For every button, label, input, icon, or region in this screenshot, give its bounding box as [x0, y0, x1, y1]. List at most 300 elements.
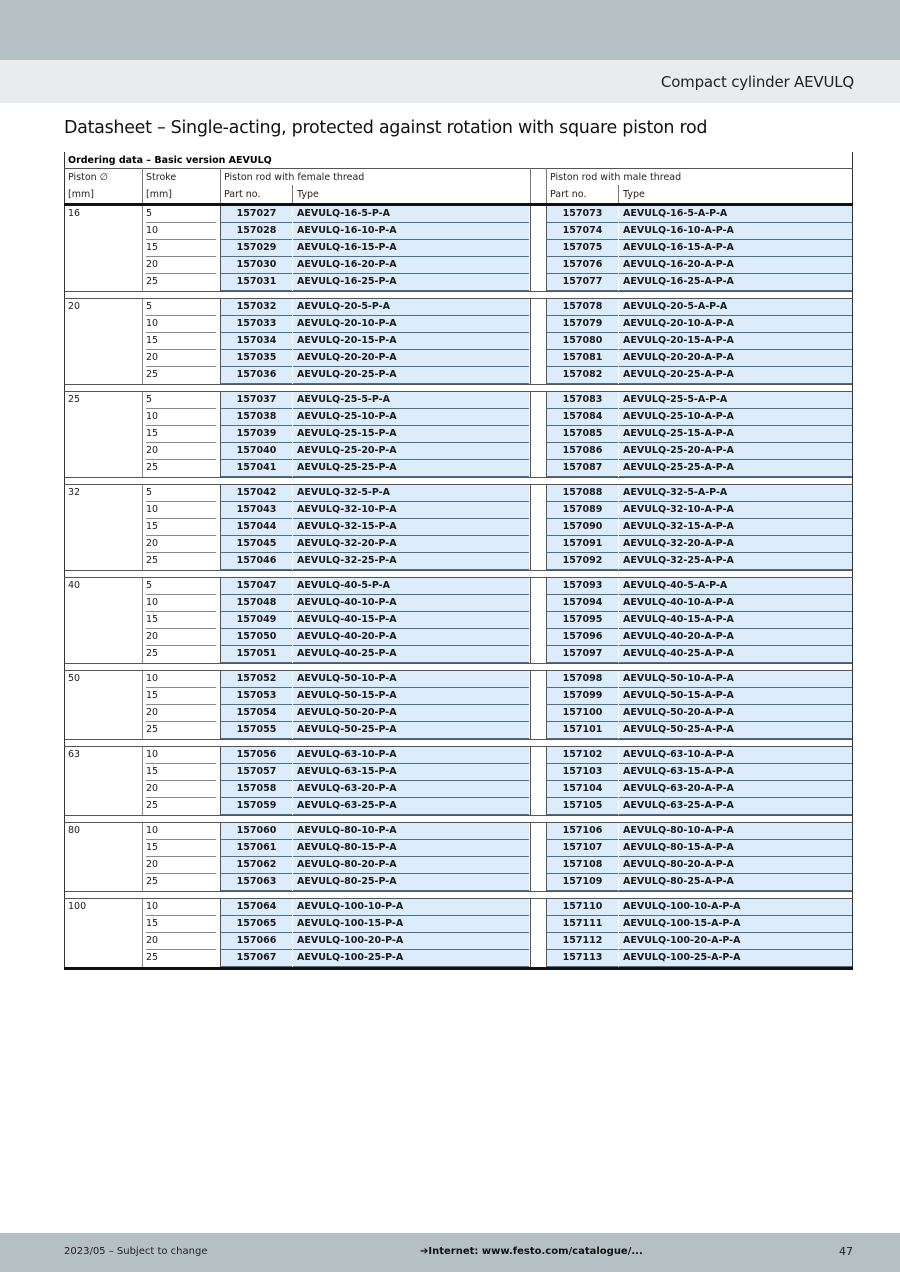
female-type-code: AEVULQ-25-5-P-A — [293, 392, 529, 409]
column-rule — [530, 206, 531, 291]
female-part-number: 157050 — [221, 629, 292, 646]
female-type-code: AEVULQ-16-5-P-A — [293, 206, 529, 223]
table-row — [64, 612, 853, 629]
female-type-code: AEVULQ-40-25-P-A — [293, 646, 529, 663]
male-part-number: 157112 — [547, 933, 618, 950]
female-part-number: 157048 — [221, 595, 292, 612]
stroke-value: 25 — [146, 555, 159, 566]
table-row — [64, 485, 853, 502]
male-type-code: AEVULQ-50-25-A-P-A — [619, 722, 853, 739]
column-rule — [64, 899, 65, 967]
table-row — [64, 629, 853, 646]
stroke-value: 10 — [146, 899, 216, 916]
column-rule — [546, 823, 547, 891]
female-part-number: 157062 — [221, 857, 292, 874]
male-part-number: 157075 — [547, 240, 618, 257]
piston-group — [64, 392, 853, 477]
male-type-code: AEVULQ-16-10-A-P-A — [619, 223, 853, 240]
male-part-number: 157081 — [547, 350, 618, 367]
male-type-code: AEVULQ-25-10-A-P-A — [619, 409, 853, 426]
column-rule — [546, 671, 547, 739]
group-separator — [64, 570, 853, 571]
group-separator — [64, 291, 853, 292]
male-part-number: 157083 — [547, 392, 618, 409]
stroke-value: 15 — [146, 612, 216, 629]
male-type-code: AEVULQ-80-15-A-P-A — [619, 840, 853, 857]
male-type-code: AEVULQ-25-5-A-P-A — [619, 392, 853, 409]
male-part-number: 157105 — [547, 798, 618, 815]
male-part-number: 157077 — [547, 274, 618, 291]
stroke-value: 25 — [146, 276, 159, 287]
female-type-code: AEVULQ-80-20-P-A — [293, 857, 529, 874]
female-part-number: 157040 — [221, 443, 292, 460]
female-part-number: 157027 — [221, 206, 292, 223]
female-type-code: AEVULQ-100-20-P-A — [293, 933, 529, 950]
female-type-code: AEVULQ-63-25-P-A — [293, 798, 529, 815]
table-row — [64, 950, 853, 967]
female-type-code: AEVULQ-16-15-P-A — [293, 240, 529, 257]
stroke-value: 25 — [146, 800, 159, 811]
male-part-number: 157097 — [547, 646, 618, 663]
stroke-value: 15 — [146, 916, 216, 933]
male-part-number: 157093 — [547, 578, 618, 595]
female-part-number: 157060 — [221, 823, 292, 840]
female-type-code: AEVULQ-20-20-P-A — [293, 350, 529, 367]
male-type-code: AEVULQ-63-25-A-P-A — [619, 798, 853, 815]
piston-group — [64, 671, 853, 739]
col-stroke-header: Stroke — [146, 172, 177, 183]
stroke-value: 25 — [146, 876, 159, 887]
stroke-value: 15 — [146, 764, 216, 781]
female-type-code: AEVULQ-20-5-P-A — [293, 299, 529, 316]
male-part-number: 157099 — [547, 688, 618, 705]
female-part-number: 157034 — [221, 333, 292, 350]
female-type-code: AEVULQ-25-25-P-A — [293, 460, 529, 477]
column-rule — [64, 747, 65, 815]
male-type-code: AEVULQ-40-5-A-P-A — [619, 578, 853, 595]
table-row — [64, 646, 853, 663]
male-part-number: 157111 — [547, 916, 618, 933]
column-rule — [852, 578, 853, 663]
table-row — [64, 595, 853, 612]
stroke-value: 15 — [146, 840, 216, 857]
stroke-value: 20 — [146, 705, 216, 722]
column-rule — [852, 299, 853, 384]
col-stroke-unit: [mm] — [146, 189, 172, 200]
stroke-value: 10 — [146, 316, 216, 333]
female-part-number: 157059 — [221, 798, 292, 815]
stroke-value: 15 — [146, 426, 216, 443]
male-part-number: 157103 — [547, 764, 618, 781]
male-part-number: 157091 — [547, 536, 618, 553]
column-rule — [530, 299, 531, 384]
stroke-value: 10 — [146, 823, 216, 840]
stroke-value: 5 — [146, 206, 216, 223]
male-type-code: AEVULQ-25-20-A-P-A — [619, 443, 853, 460]
table-caption: Ordering data – Basic version AEVULQ — [68, 155, 272, 166]
female-type-code: AEVULQ-25-20-P-A — [293, 443, 529, 460]
female-type-code: AEVULQ-80-25-P-A — [293, 874, 529, 891]
female-type-code: AEVULQ-63-15-P-A — [293, 764, 529, 781]
male-type-code: AEVULQ-50-15-A-P-A — [619, 688, 853, 705]
header-divider — [64, 168, 853, 169]
header-col-divider — [142, 168, 143, 204]
table-row — [64, 578, 853, 595]
page-number: 47 — [839, 1245, 853, 1258]
male-type-code: AEVULQ-16-20-A-P-A — [619, 257, 853, 274]
column-rule — [220, 485, 221, 570]
column-rule — [64, 671, 65, 739]
column-rule — [64, 392, 65, 477]
group-separator — [64, 663, 853, 664]
stroke-value: 25 — [146, 369, 159, 380]
table-row — [64, 223, 853, 240]
female-type-code: AEVULQ-32-20-P-A — [293, 536, 529, 553]
female-type-code: AEVULQ-32-25-P-A — [293, 553, 529, 570]
table-row — [64, 823, 853, 840]
female-type-code: AEVULQ-16-20-P-A — [293, 257, 529, 274]
stroke-value: 5 — [146, 299, 216, 316]
stroke-value: 10 — [146, 671, 216, 688]
column-rule — [530, 578, 531, 663]
table-row — [64, 536, 853, 553]
group-separator — [64, 815, 853, 816]
female-type-code: AEVULQ-100-25-P-A — [293, 950, 529, 967]
column-rule — [220, 899, 221, 967]
table-row — [64, 519, 853, 536]
table-row — [64, 688, 853, 705]
male-type-code: AEVULQ-25-15-A-P-A — [619, 426, 853, 443]
column-rule — [64, 485, 65, 570]
header-title: Compact cylinder AEVULQ — [660, 73, 854, 91]
table-row — [64, 705, 853, 722]
column-rule — [546, 578, 547, 663]
piston-diameter: 40 — [68, 580, 81, 591]
male-type-code: AEVULQ-32-25-A-P-A — [619, 553, 853, 570]
male-part-number: 157101 — [547, 722, 618, 739]
female-type-code: AEVULQ-50-10-P-A — [293, 671, 529, 688]
table-row — [64, 206, 853, 223]
piston-diameter: 16 — [68, 208, 81, 219]
page-heading: Datasheet – Single-acting, protected against rotation with square piston rod — [64, 118, 708, 138]
table-row — [64, 874, 853, 891]
male-part-number: 157096 — [547, 629, 618, 646]
stroke-value: 20 — [146, 933, 216, 950]
column-rule — [852, 747, 853, 815]
female-type-code: AEVULQ-80-10-P-A — [293, 823, 529, 840]
column-rule — [142, 671, 143, 739]
column-rule — [142, 578, 143, 663]
piston-diameter: 50 — [68, 673, 81, 684]
female-type-code: AEVULQ-40-10-P-A — [293, 595, 529, 612]
piston-group — [64, 899, 853, 967]
male-part-number: 157095 — [547, 612, 618, 629]
female-part-number: 157054 — [221, 705, 292, 722]
col-piston-header: Piston ∅ — [68, 172, 108, 183]
column-rule — [142, 747, 143, 815]
female-type-code: AEVULQ-32-10-P-A — [293, 502, 529, 519]
column-rule — [530, 823, 531, 891]
table-row — [64, 240, 853, 257]
female-part-number: 157033 — [221, 316, 292, 333]
female-part-number: 157028 — [221, 223, 292, 240]
column-rule — [220, 747, 221, 815]
female-type-code: AEVULQ-100-15-P-A — [293, 916, 529, 933]
header-col-divider — [220, 168, 221, 204]
male-type-code: AEVULQ-16-25-A-P-A — [619, 274, 853, 291]
male-type-code: AEVULQ-40-15-A-P-A — [619, 612, 853, 629]
column-rule — [546, 899, 547, 967]
stroke-value: 20 — [146, 629, 216, 646]
column-rule — [546, 299, 547, 384]
table-row — [64, 333, 853, 350]
footer-date-note: 2023/05 – Subject to change — [64, 1246, 208, 1257]
female-part-number: 157063 — [221, 874, 292, 891]
male-type-code: AEVULQ-40-10-A-P-A — [619, 595, 853, 612]
male-type-code: AEVULQ-32-10-A-P-A — [619, 502, 853, 519]
male-type-code: AEVULQ-16-5-A-P-A — [619, 206, 853, 223]
female-part-number: 157057 — [221, 764, 292, 781]
female-thread-group-header: Piston rod with female thread — [224, 172, 365, 183]
column-rule — [142, 485, 143, 570]
col-male-partno-header: Part no. — [550, 189, 587, 200]
col-male-type-header: Type — [623, 189, 645, 200]
male-part-number: 157094 — [547, 595, 618, 612]
table-bottom-rule — [64, 967, 853, 970]
male-part-number: 157106 — [547, 823, 618, 840]
male-part-number: 157104 — [547, 781, 618, 798]
female-type-code: AEVULQ-16-25-P-A — [293, 274, 529, 291]
stroke-value: 10 — [146, 747, 216, 764]
piston-diameter: 20 — [68, 301, 81, 312]
stroke-value: 25 — [146, 724, 159, 735]
female-part-number: 157052 — [221, 671, 292, 688]
column-rule — [530, 899, 531, 967]
female-type-code: AEVULQ-63-10-P-A — [293, 747, 529, 764]
stroke-value: 25 — [146, 952, 159, 963]
female-part-number: 157056 — [221, 747, 292, 764]
female-part-number: 157051 — [221, 646, 292, 663]
group-separator — [64, 384, 853, 385]
male-part-number: 157076 — [547, 257, 618, 274]
table-row — [64, 553, 853, 570]
male-type-code: AEVULQ-32-20-A-P-A — [619, 536, 853, 553]
column-rule — [852, 392, 853, 477]
female-type-code: AEVULQ-32-5-P-A — [293, 485, 529, 502]
piston-diameter: 80 — [68, 825, 81, 836]
stroke-value: 5 — [146, 485, 216, 502]
female-part-number: 157043 — [221, 502, 292, 519]
piston-diameter: 100 — [68, 901, 87, 912]
table-row — [64, 367, 853, 384]
female-type-code: AEVULQ-50-25-P-A — [293, 722, 529, 739]
female-type-code: AEVULQ-25-15-P-A — [293, 426, 529, 443]
male-part-number: 157102 — [547, 747, 618, 764]
male-part-number: 157098 — [547, 671, 618, 688]
female-part-number: 157047 — [221, 578, 292, 595]
male-type-code: AEVULQ-63-10-A-P-A — [619, 747, 853, 764]
table-row — [64, 781, 853, 798]
column-rule — [220, 578, 221, 663]
table-row — [64, 502, 853, 519]
female-type-code: AEVULQ-40-5-P-A — [293, 578, 529, 595]
female-part-number: 157039 — [221, 426, 292, 443]
male-type-code: AEVULQ-20-25-A-P-A — [619, 367, 853, 384]
female-part-number: 157032 — [221, 299, 292, 316]
stroke-value: 10 — [146, 223, 216, 240]
female-type-code: AEVULQ-80-15-P-A — [293, 840, 529, 857]
table-row — [64, 916, 853, 933]
column-rule — [220, 206, 221, 291]
male-type-code: AEVULQ-100-15-A-P-A — [619, 916, 853, 933]
stroke-value: 20 — [146, 257, 216, 274]
male-part-number: 157100 — [547, 705, 618, 722]
female-part-number: 157046 — [221, 553, 292, 570]
male-type-code: AEVULQ-80-10-A-P-A — [619, 823, 853, 840]
piston-diameter: 32 — [68, 487, 81, 498]
male-part-number: 157090 — [547, 519, 618, 536]
male-part-number: 157079 — [547, 316, 618, 333]
male-part-number: 157085 — [547, 426, 618, 443]
column-rule — [546, 392, 547, 477]
female-part-number: 157037 — [221, 392, 292, 409]
female-part-number: 157030 — [221, 257, 292, 274]
male-type-code: AEVULQ-32-5-A-P-A — [619, 485, 853, 502]
column-rule — [220, 671, 221, 739]
female-type-code: AEVULQ-20-25-P-A — [293, 367, 529, 384]
female-type-code: AEVULQ-50-20-P-A — [293, 705, 529, 722]
female-type-code: AEVULQ-40-15-P-A — [293, 612, 529, 629]
piston-group — [64, 485, 853, 570]
column-rule — [852, 899, 853, 967]
female-part-number: 157064 — [221, 899, 292, 916]
male-part-number: 157073 — [547, 206, 618, 223]
female-part-number: 157029 — [221, 240, 292, 257]
column-rule — [64, 206, 65, 291]
male-type-code: AEVULQ-100-10-A-P-A — [619, 899, 853, 916]
female-type-code: AEVULQ-20-15-P-A — [293, 333, 529, 350]
column-rule — [852, 206, 853, 291]
col-female-type-header: Type — [297, 189, 319, 200]
group-separator — [64, 739, 853, 740]
female-type-code: AEVULQ-16-10-P-A — [293, 223, 529, 240]
column-rule — [530, 485, 531, 570]
female-part-number: 157058 — [221, 781, 292, 798]
piston-diameter: 63 — [68, 749, 81, 760]
column-rule — [142, 823, 143, 891]
male-type-code: AEVULQ-20-10-A-P-A — [619, 316, 853, 333]
female-part-number: 157045 — [221, 536, 292, 553]
stroke-value: 15 — [146, 519, 216, 536]
female-part-number: 157031 — [221, 274, 292, 291]
piston-group — [64, 206, 853, 291]
piston-diameter: 25 — [68, 394, 81, 405]
male-part-number: 157086 — [547, 443, 618, 460]
male-type-code: AEVULQ-63-20-A-P-A — [619, 781, 853, 798]
header-col-divider — [618, 185, 619, 204]
female-part-number: 157049 — [221, 612, 292, 629]
column-rule — [530, 671, 531, 739]
table-row — [64, 426, 853, 443]
male-type-code: AEVULQ-40-25-A-P-A — [619, 646, 853, 663]
header-col-divider — [546, 168, 547, 204]
table-row — [64, 798, 853, 815]
female-part-number: 157038 — [221, 409, 292, 426]
female-part-number: 157055 — [221, 722, 292, 739]
male-part-number: 157088 — [547, 485, 618, 502]
stroke-value: 20 — [146, 350, 216, 367]
column-rule — [220, 299, 221, 384]
table-left-border — [64, 152, 65, 204]
female-part-number: 157053 — [221, 688, 292, 705]
male-part-number: 157087 — [547, 460, 618, 477]
male-part-number: 157092 — [547, 553, 618, 570]
female-part-number: 157041 — [221, 460, 292, 477]
male-type-code: AEVULQ-80-25-A-P-A — [619, 874, 853, 891]
table-row — [64, 443, 853, 460]
column-rule — [852, 485, 853, 570]
male-type-code: AEVULQ-20-5-A-P-A — [619, 299, 853, 316]
male-part-number: 157089 — [547, 502, 618, 519]
male-type-code: AEVULQ-50-20-A-P-A — [619, 705, 853, 722]
column-rule — [220, 823, 221, 891]
table-row — [64, 747, 853, 764]
stroke-value: 25 — [146, 648, 159, 659]
stroke-value: 25 — [146, 462, 159, 473]
column-rule — [142, 299, 143, 384]
col-female-partno-header: Part no. — [224, 189, 261, 200]
piston-group — [64, 823, 853, 891]
column-rule — [852, 671, 853, 739]
female-part-number: 157065 — [221, 916, 292, 933]
column-rule — [546, 485, 547, 570]
male-type-code: AEVULQ-100-25-A-P-A — [619, 950, 853, 967]
piston-group — [64, 747, 853, 815]
group-separator — [64, 891, 853, 892]
column-rule — [64, 823, 65, 891]
male-part-number: 157109 — [547, 874, 618, 891]
female-type-code: AEVULQ-32-15-P-A — [293, 519, 529, 536]
table-row — [64, 722, 853, 739]
male-part-number: 157113 — [547, 950, 618, 967]
piston-group — [64, 299, 853, 384]
stroke-value: 10 — [146, 502, 216, 519]
table-row — [64, 899, 853, 916]
male-type-code: AEVULQ-40-20-A-P-A — [619, 629, 853, 646]
male-type-code: AEVULQ-32-15-A-P-A — [619, 519, 853, 536]
female-part-number: 157044 — [221, 519, 292, 536]
table-row — [64, 257, 853, 274]
table-row — [64, 299, 853, 316]
male-type-code: AEVULQ-20-20-A-P-A — [619, 350, 853, 367]
male-type-code: AEVULQ-63-15-A-P-A — [619, 764, 853, 781]
male-part-number: 157108 — [547, 857, 618, 874]
table-row — [64, 671, 853, 688]
male-type-code: AEVULQ-80-20-A-P-A — [619, 857, 853, 874]
stroke-value: 20 — [146, 443, 216, 460]
footer-internet-link[interactable]: ➔Internet: www.festo.com/catalogue/... — [420, 1246, 643, 1257]
stroke-value: 20 — [146, 857, 216, 874]
header-col-divider — [530, 168, 531, 204]
stroke-value: 20 — [146, 781, 216, 798]
female-type-code: AEVULQ-50-15-P-A — [293, 688, 529, 705]
table-row — [64, 840, 853, 857]
stroke-value: 5 — [146, 392, 216, 409]
male-type-code: AEVULQ-16-15-A-P-A — [619, 240, 853, 257]
male-type-code: AEVULQ-25-25-A-P-A — [619, 460, 853, 477]
top-color-band — [0, 0, 900, 60]
female-part-number: 157061 — [221, 840, 292, 857]
